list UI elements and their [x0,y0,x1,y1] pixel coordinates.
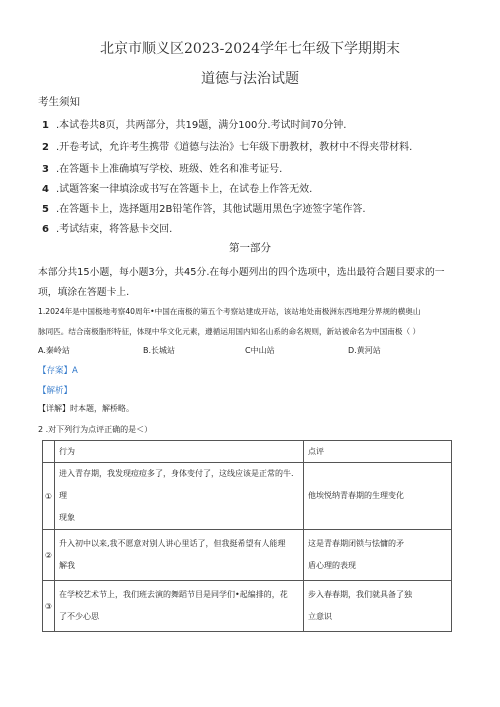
q1-option-b: B.长城站 [143,346,176,355]
part-intro-line2: 项，填涂在答题卡上. [38,287,130,298]
q1-option-c: C中山站 [245,346,275,355]
cell-line: 现象 [59,513,75,522]
q1-analysis: 【解析】 [38,386,73,396]
cell-line: 步入春春期，我们就具备了独 [308,590,412,599]
table-header-cell: 行为 [55,441,304,463]
q1-stem-line2: 脉同匹。结合南极脂形特征，体现中华文化元素，遵循运用国内知名山系的命名规则，新站被命名为中国南极（ ） [38,327,421,336]
q1-answer: 【存案】A [38,366,78,376]
part-intro-line1: 本部分共15小题，每小题3分，共45分.在每小题列出的四个选项中，选出最符合题目要求的一 [38,267,445,278]
notice-item: 5 .在答题卡上，选择题用2B铅笔作答，其他试题用黑色字迹签字笔作答. [42,204,366,215]
row-mark: ③ [43,581,55,632]
notice-item: 4 .试题答案一律填涂或书写在答题卡上，在试卷上作答无效. [42,184,313,195]
table-header-cell [43,441,55,463]
cell-line: 立意识 [308,612,332,621]
behavior-cell [55,530,304,581]
behavior-cell [55,463,304,530]
notice-item: 3 .在答题卡上准确填写学校、班级、姓名和准考证号. [42,164,283,175]
table-header-cell: 点评 [304,441,452,463]
table-row [43,581,452,632]
cell-line: 解我 [59,561,75,570]
behavior-cell [55,581,304,632]
table-row [43,463,452,530]
row-mark: ① [43,463,55,530]
cell-line: 盾心理的表现 [308,561,356,570]
q1-detail: 【详解】时本题，解桥略。 [38,404,134,413]
cell-line: 升入初中以来,我不愿意对别人讲心里话了，但我挺希望有人能理 [59,539,286,548]
table-header-row [43,441,452,463]
comment-cell [304,463,452,530]
document-title: 北京市顺义区2023-2024学年七年级下学期期末 [100,41,400,57]
q1-stem-line1: 1.2024年是中国极地考察40周年•中国在南极的第五个考察站建成开站，该站地处南极洲东西地理分界规的横奥山 [38,307,421,316]
notice-item: 6 .考试结束，将答悬卡交回. [42,224,173,235]
q2-table [42,440,452,632]
table-row [43,530,452,581]
comment-cell [304,530,452,581]
cell-line: 了不少心思 [59,612,99,621]
cell-line: 他埃悦纳青春期的生理变化 [308,491,404,500]
document-subtitle: 道德与法治试题 [201,71,299,87]
part-title: 第一部分 [229,242,271,254]
comment-cell [304,581,452,632]
q1-option-a: A.秦岭站 [38,346,70,355]
cell-line: 在学校艺术节上，我们班去演的舞蹈节目是同学们•起编排的，花 [59,590,288,599]
cell-line: 进入青存期，我发现痘痘多了，身体变付了，这线应该是正常的牛.理 [59,469,294,500]
row-mark: ② [43,530,55,581]
notice-item: 1 .本试卷共8页，共两部分，共19题，满分100分.考试时间70分钟. [42,120,347,131]
notice-item: 2 .开卷考试，允许考生携带《道德与法治》七年级下册教材，教材中不得夹带材料. [42,142,413,153]
q2-stem: 2 .对下列行为点评正确的是＜） [38,425,153,434]
notice-heading: 考生须知 [38,96,80,108]
q1-option-d: D.黄河站 [348,346,381,355]
cell-line: 这是青春期闭锁与怯慵的矛 [308,539,404,548]
